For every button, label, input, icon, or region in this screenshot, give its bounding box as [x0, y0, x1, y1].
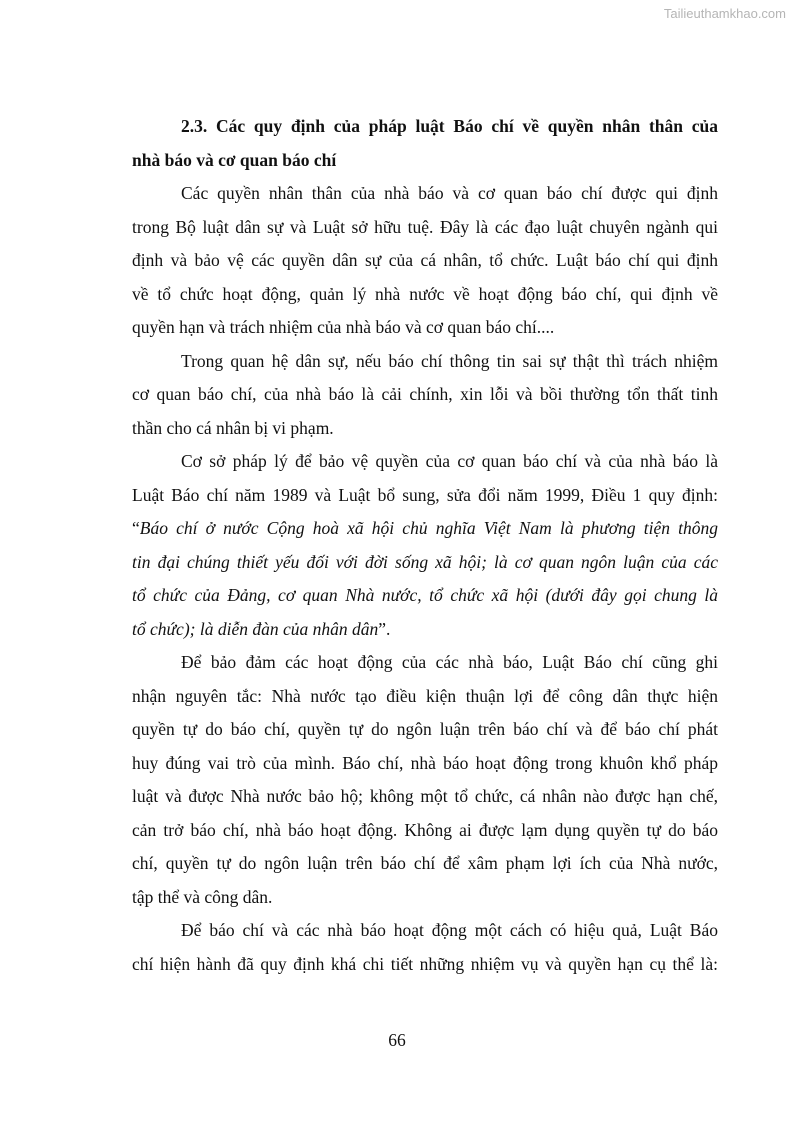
paragraph-4 — [132, 646, 718, 914]
text-line: định và bảo vệ các quyền dân sự của cá nhân, tổ chức. Luật báo chí qui định — [132, 250, 718, 270]
close-quote: ”. — [378, 618, 391, 639]
heading-line: 2.3. Các quy định của pháp luật Báo chí về quyền nhân thân của — [181, 116, 718, 136]
paragraph-3 — [132, 445, 718, 646]
page-number: 66 — [388, 1030, 406, 1050]
text-line: tập thể và công dân. — [132, 886, 273, 907]
quoted-text: Báo chí ở nước Cộng hoà xã hội chủ nghĩa Việt Nam là phương tiện thông — [139, 518, 718, 538]
text-line: chí hiện hành đã quy định khá chi tiết những nhiệm vụ và quyền hạn cụ thể là: — [132, 953, 718, 974]
quoted-text: tổ chức); là diễn đàn của nhân dân — [132, 618, 379, 639]
text-line: Các quyền nhân thân của nhà báo và cơ quan báo chí được qui định — [181, 183, 718, 203]
text-line: Cơ sở pháp lý để bảo vệ quyền của cơ quan báo chí và của nhà báo là — [181, 451, 718, 471]
paragraph-5 — [132, 914, 718, 981]
text-line: cơ quan báo chí, của nhà báo là cải chính, xin lỗi và bồi thường tổn thất tinh — [132, 384, 718, 404]
text-line — [132, 512, 718, 546]
paragraph-2 — [132, 345, 718, 446]
text-line: Để bảo đảm các hoạt động của các nhà báo, Luật Báo chí cũng ghi — [181, 652, 718, 672]
text-line: trong Bộ luật dân sự và Luật sở hữu tuệ. Đây là các đạo luật chuyên ngành qui — [132, 216, 718, 237]
text-line: Trong quan hệ dân sự, nếu báo chí thông tin sai sự thật thì trách nhiệm — [181, 350, 718, 371]
document-body — [132, 110, 718, 981]
text-line: nhận nguyên tắc: Nhà nước tạo điều kiện thuận lợi để công dân thực hiện — [132, 685, 718, 706]
text-line: luật và được Nhà nước bảo hộ; không một tổ chức, cá nhân nào được hạn chế, — [132, 786, 718, 806]
quoted-text: tổ chức của Đảng, cơ quan Nhà nước, tổ chức xã hội (dưới đây gọi chung là — [132, 585, 718, 605]
open-quote: “ — [132, 518, 140, 538]
text-line: Luật Báo chí năm 1989 và Luật bổ sung, sửa đổi năm 1999, Điều 1 quy định: — [132, 484, 718, 505]
text-line: quyền tự do báo chí, quyền tự do ngôn luận trên báo chí và để báo chí phát — [132, 719, 718, 739]
quoted-text: tin đại chúng thiết yếu đối với đời sống xã hội; là cơ quan ngôn luận của các — [132, 551, 718, 572]
text-line: huy đúng vai trò của mình. Báo chí, nhà báo hoạt động trong khuôn khổ pháp — [132, 752, 718, 773]
text-line: về tổ chức hoạt động, quản lý nhà nước về hoạt động báo chí, qui định về — [132, 283, 718, 304]
section-heading — [132, 110, 718, 177]
heading-line: nhà báo và cơ quan báo chí — [132, 149, 337, 170]
text-line — [132, 613, 718, 647]
text-line — [132, 546, 718, 580]
text-line: Để báo chí và các nhà báo hoạt động một cách có hiệu quả, Luật Báo — [181, 920, 718, 940]
text-line: chí, quyền tự do ngôn luận trên báo chí để xâm phạm lợi ích của Nhà nước, — [132, 853, 718, 873]
text-line: quyền hạn và trách nhiệm của nhà báo và cơ quan báo chí.... — [132, 317, 555, 337]
text-line: thần cho cá nhân bị vi phạm. — [132, 417, 334, 438]
watermark: Tailieuthamkhao.com — [663, 6, 786, 21]
text-line: cản trở báo chí, nhà báo hoạt động. Không ai được lạm dụng quyền tự do báo — [132, 819, 718, 840]
text-line — [132, 579, 718, 613]
paragraph-1 — [132, 177, 718, 345]
